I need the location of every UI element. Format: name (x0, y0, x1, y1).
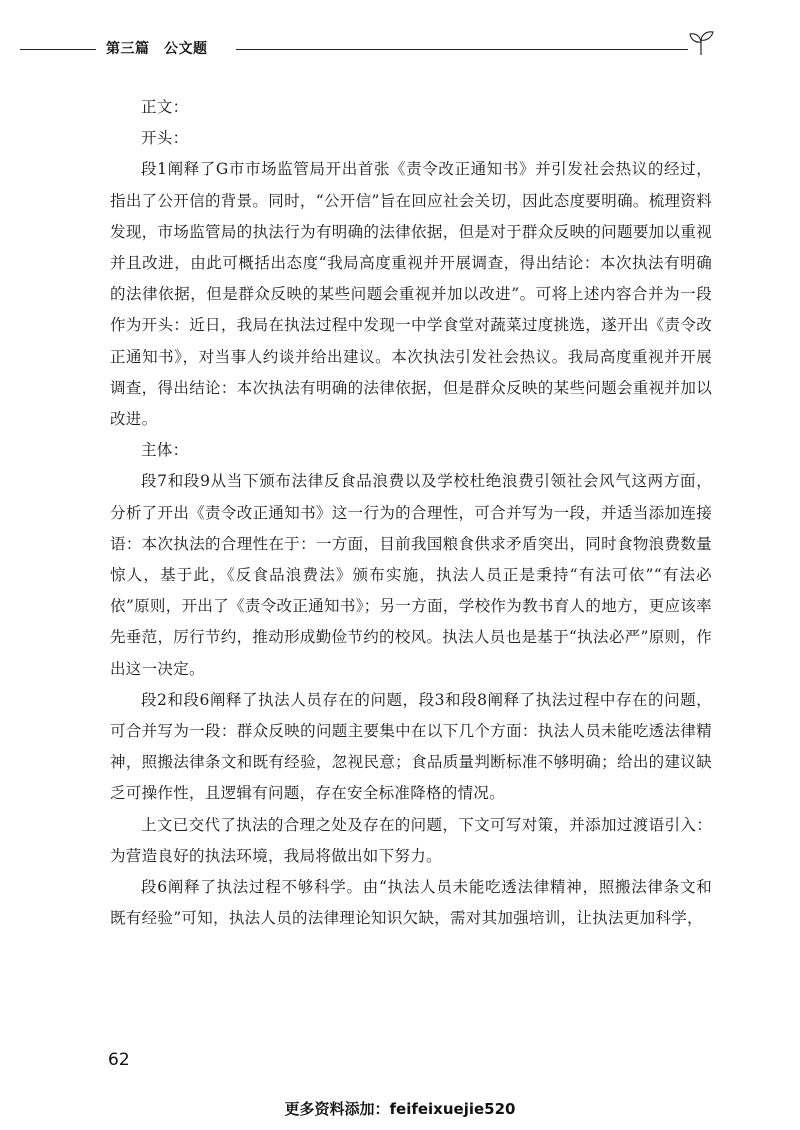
chapter-title: 第三篇 公文题 (106, 41, 208, 57)
document-body (110, 92, 712, 934)
section-label-main: 主体： (141, 441, 189, 460)
page-header (0, 36, 800, 60)
page-number: 62 (108, 1050, 130, 1070)
paragraph: 段2和段6阐释了执法人员存在的问题，段3和段8阐释了执法过程中存在的问题，可合并写为一段：群众反映的问题主要集中在以下几个方面：执法人员未能吃透法律精神，照搬法律条文和既有经验，忽视民意；食品质量判断标准不够明确；给出的建议缺乏可操作性，且逻辑有问题，存在安全标准降格的情况。 (110, 690, 712, 803)
paragraph: 上文已交代了执法的合理之处及存在的问题，下文可写对策，并添加过渡语引入：为营造良好的执法环境，我局将做出如下努力。 (110, 815, 712, 865)
paragraph: 段6阐释了执法过程不够科学。由“执法人员未能吃透法律精神，照搬法律条文和既有经验”可知，执法人员的法律理论知识欠缺，需对其加强培训，让执法更加科学， (110, 878, 712, 928)
section-label-opening: 开头： (141, 129, 189, 148)
sprout-icon (686, 30, 716, 56)
header-rule-right (236, 49, 688, 50)
header-rule-left (20, 49, 96, 50)
section-label-body: 正文： (141, 98, 189, 116)
paragraph: 段1阐释了G市市场监管局开出首张《责令改正通知书》并引发社会热议的经过，指出了公开信的背景。同时，“公开信”旨在回应社会关切，因此态度要明确。梳理资料发现，市场监管局的执法行为有明确的法律依据，但是对于群众反映的问题要加以重视并且改进，由此可概括出态度“我局高度重视并开展调查，得出结论：本次执法有明确的法律依据，但是群众反映的某些问题会重视并加以改进”。可将上述内容合并为一段作为开头：近日，我局在执法过程中发现一中学食堂对蔬菜过度挑选，遂开出《责令改正通知书》，对当事人约谈并给出建议。本次执法引发社会热议。我局高度重视并开展调查，得出结论：本次执法有明确的法律依据，但是群众反映的某些问题会重视并加以改进。 (110, 160, 712, 429)
paragraph: 段7和段9从当下颁布法律反食品浪费以及学校杜绝浪费引领社会风气这两方面，分析了开出《责令改正通知书》这一行为的合理性，可合并写为一段，并适当添加连接语：本次执法的合理性在于：一方面，目前我国粮食供求矛盾突出，同时食物浪费数量惊人，基于此，《反食品浪费法》颁布实施，执法人员正是秉持“有法可依”“有法必依”原则，开出了《责令改正通知书》；另一方面，学校作为教书育人的地方，更应该率先垂范，厉行节约，推动形成勤俭节约的校风。执法人员也是基于“执法必严”原则，作出这一决定。 (110, 472, 712, 678)
footer-note: 更多资料添加：feifeixuejie520 (284, 1100, 516, 1118)
